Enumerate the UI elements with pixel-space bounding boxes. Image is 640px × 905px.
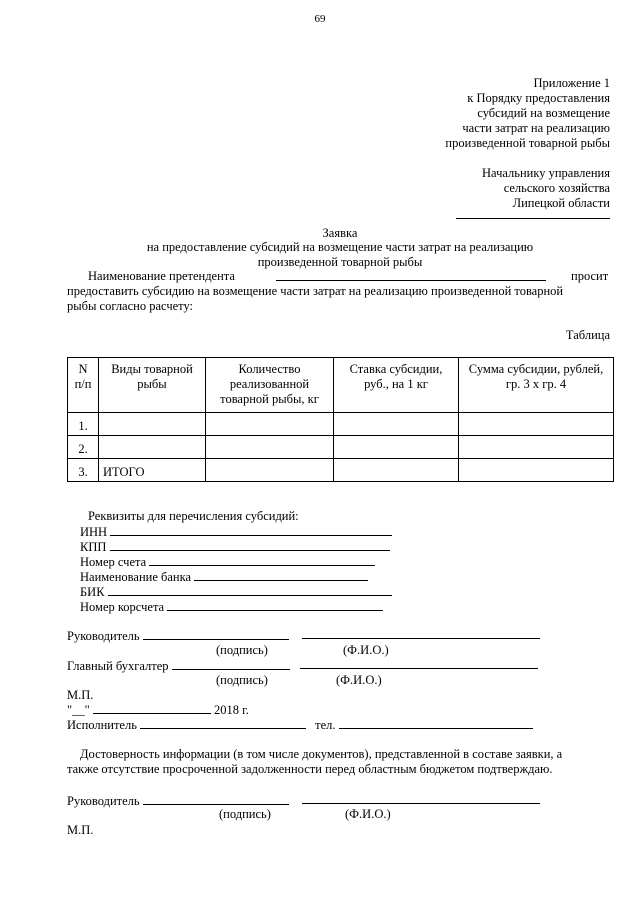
row-amount[interactable]	[459, 436, 614, 459]
requisite-bank-label: Наименование банка	[80, 570, 192, 584]
row-amount[interactable]	[459, 459, 614, 482]
requisite-kpp	[80, 539, 390, 555]
accountant-sign-caption: (подпись)	[216, 673, 268, 687]
header-amount: Сумма субсидии, рублей, гр. 3 x гр. 4	[459, 358, 614, 413]
applicant-label: Наименование претендента	[88, 269, 235, 283]
requisite-bik	[80, 584, 392, 600]
requisite-corr-account-field[interactable]	[167, 599, 383, 611]
requisite-bank	[80, 569, 368, 585]
addressee-line: Начальнику управления	[482, 166, 610, 180]
date-year: 2018 г.	[213, 703, 249, 717]
final-stamp-label: М.П.	[67, 823, 94, 837]
row-total-label: ИТОГО	[99, 459, 206, 482]
head-signature-row	[67, 628, 289, 644]
requisite-account-field[interactable]	[149, 554, 375, 566]
final-head-name-field[interactable]	[302, 803, 540, 804]
final-head-label: Руководитель	[67, 794, 140, 808]
row-number: 3.	[68, 459, 99, 482]
appendix-line: к Порядку предоставления	[467, 91, 610, 105]
requisite-corr-account-label: Номер корсчета	[80, 600, 165, 614]
applicant-suffix: просит	[571, 269, 609, 283]
date-day: "__"	[67, 703, 90, 717]
requisites-heading: Реквизиты для перечисления субсидий:	[88, 509, 299, 523]
table-header-row	[68, 358, 614, 413]
requisite-account	[80, 554, 375, 570]
addressee-block	[482, 166, 610, 211]
header-fish-type: Виды товарной рыбы	[99, 358, 206, 413]
appendix-line: произведенной товарной рыбы	[445, 136, 610, 150]
table-row-total	[68, 459, 614, 482]
confirmation-line-2: также отсутствие просроченной задолженности перед областным бюджетом подтверждаю.	[67, 762, 553, 776]
phone-field[interactable]	[339, 717, 533, 729]
title-heading: Заявка	[322, 226, 358, 240]
requisite-kpp-label: КПП	[80, 540, 107, 554]
requisite-inn-field[interactable]	[110, 524, 392, 536]
accountant-label: Главный бухгалтер	[67, 659, 169, 673]
header-rate: Ставка субсидии, руб., на 1 кг	[334, 358, 459, 413]
executor-row	[67, 717, 533, 733]
row-quantity[interactable]	[206, 436, 334, 459]
requisite-kpp-field[interactable]	[110, 539, 390, 551]
applicant-line-2: предоставить субсидию на возмещение части затрат на реализацию произведенной товарной	[67, 284, 564, 298]
stamp-label: М.П.	[67, 688, 94, 702]
date-month-field[interactable]	[93, 702, 211, 714]
head-signature-field[interactable]	[143, 628, 289, 640]
subsidy-table	[67, 357, 614, 482]
title-line-2: произведенной товарной рыбы	[257, 255, 423, 269]
final-name-caption: (Ф.И.О.)	[345, 807, 391, 821]
page-number: 69	[314, 13, 326, 25]
title-line-1: на предоставление субсидий на возмещение части затрат на реализацию	[146, 240, 534, 254]
table-label: Таблица	[565, 328, 610, 342]
table-row	[68, 436, 614, 459]
head-sign-caption: (подпись)	[216, 643, 268, 657]
requisite-corr-account	[80, 599, 383, 615]
document-title	[0, 226, 640, 241]
row-number: 1.	[68, 413, 99, 436]
requisite-inn-label: ИНН	[80, 525, 108, 539]
requisite-account-label: Номер счета	[80, 555, 147, 569]
appendix-line: части затрат на реализацию	[462, 121, 610, 135]
applicant-line-3: рыбы согласно расчету:	[67, 299, 194, 313]
head-label: Руководитель	[67, 629, 140, 643]
final-head-signature-field[interactable]	[143, 793, 289, 805]
row-rate[interactable]	[334, 436, 459, 459]
table-row	[68, 413, 614, 436]
row-fish-type[interactable]	[99, 436, 206, 459]
confirmation-line-1: Достоверность информации (в том числе документов), представленной в составе заявки, а	[80, 747, 563, 761]
appendix-line: субсидий на возмещение	[477, 106, 610, 120]
applicant-name-field[interactable]	[276, 280, 546, 281]
appendix-block	[445, 76, 610, 151]
header-number: N п/п	[68, 358, 99, 413]
row-number: 2.	[68, 436, 99, 459]
appendix-line: Приложение 1	[533, 76, 610, 90]
phone-label: тел.	[315, 718, 336, 732]
requisite-bik-label: БИК	[80, 585, 105, 599]
requisite-bank-field[interactable]	[194, 569, 368, 581]
addressee-line: Липецкой области	[512, 196, 610, 210]
requisite-bik-field[interactable]	[108, 584, 392, 596]
row-rate[interactable]	[334, 413, 459, 436]
head-name-field[interactable]	[302, 638, 540, 639]
accountant-signature-row	[67, 658, 290, 674]
accountant-signature-field[interactable]	[172, 658, 290, 670]
final-sign-caption: (подпись)	[219, 807, 271, 821]
executor-field[interactable]	[140, 717, 306, 729]
executor-label: Исполнитель	[67, 718, 137, 732]
head-name-caption: (Ф.И.О.)	[343, 643, 389, 657]
header-quantity: Количество реализованной товарной рыбы, кг	[206, 358, 334, 413]
date-row	[67, 702, 249, 718]
title-subline	[80, 240, 600, 270]
accountant-name-caption: (Ф.И.О.)	[336, 673, 382, 687]
row-fish-type[interactable]	[99, 413, 206, 436]
requisite-inn	[80, 524, 392, 540]
addressee-line: сельского хозяйства	[503, 181, 610, 195]
row-quantity[interactable]	[206, 459, 334, 482]
row-quantity[interactable]	[206, 413, 334, 436]
addressee-signature-line	[456, 218, 610, 219]
row-amount[interactable]	[459, 413, 614, 436]
row-rate[interactable]	[334, 459, 459, 482]
accountant-name-field[interactable]	[300, 668, 538, 669]
